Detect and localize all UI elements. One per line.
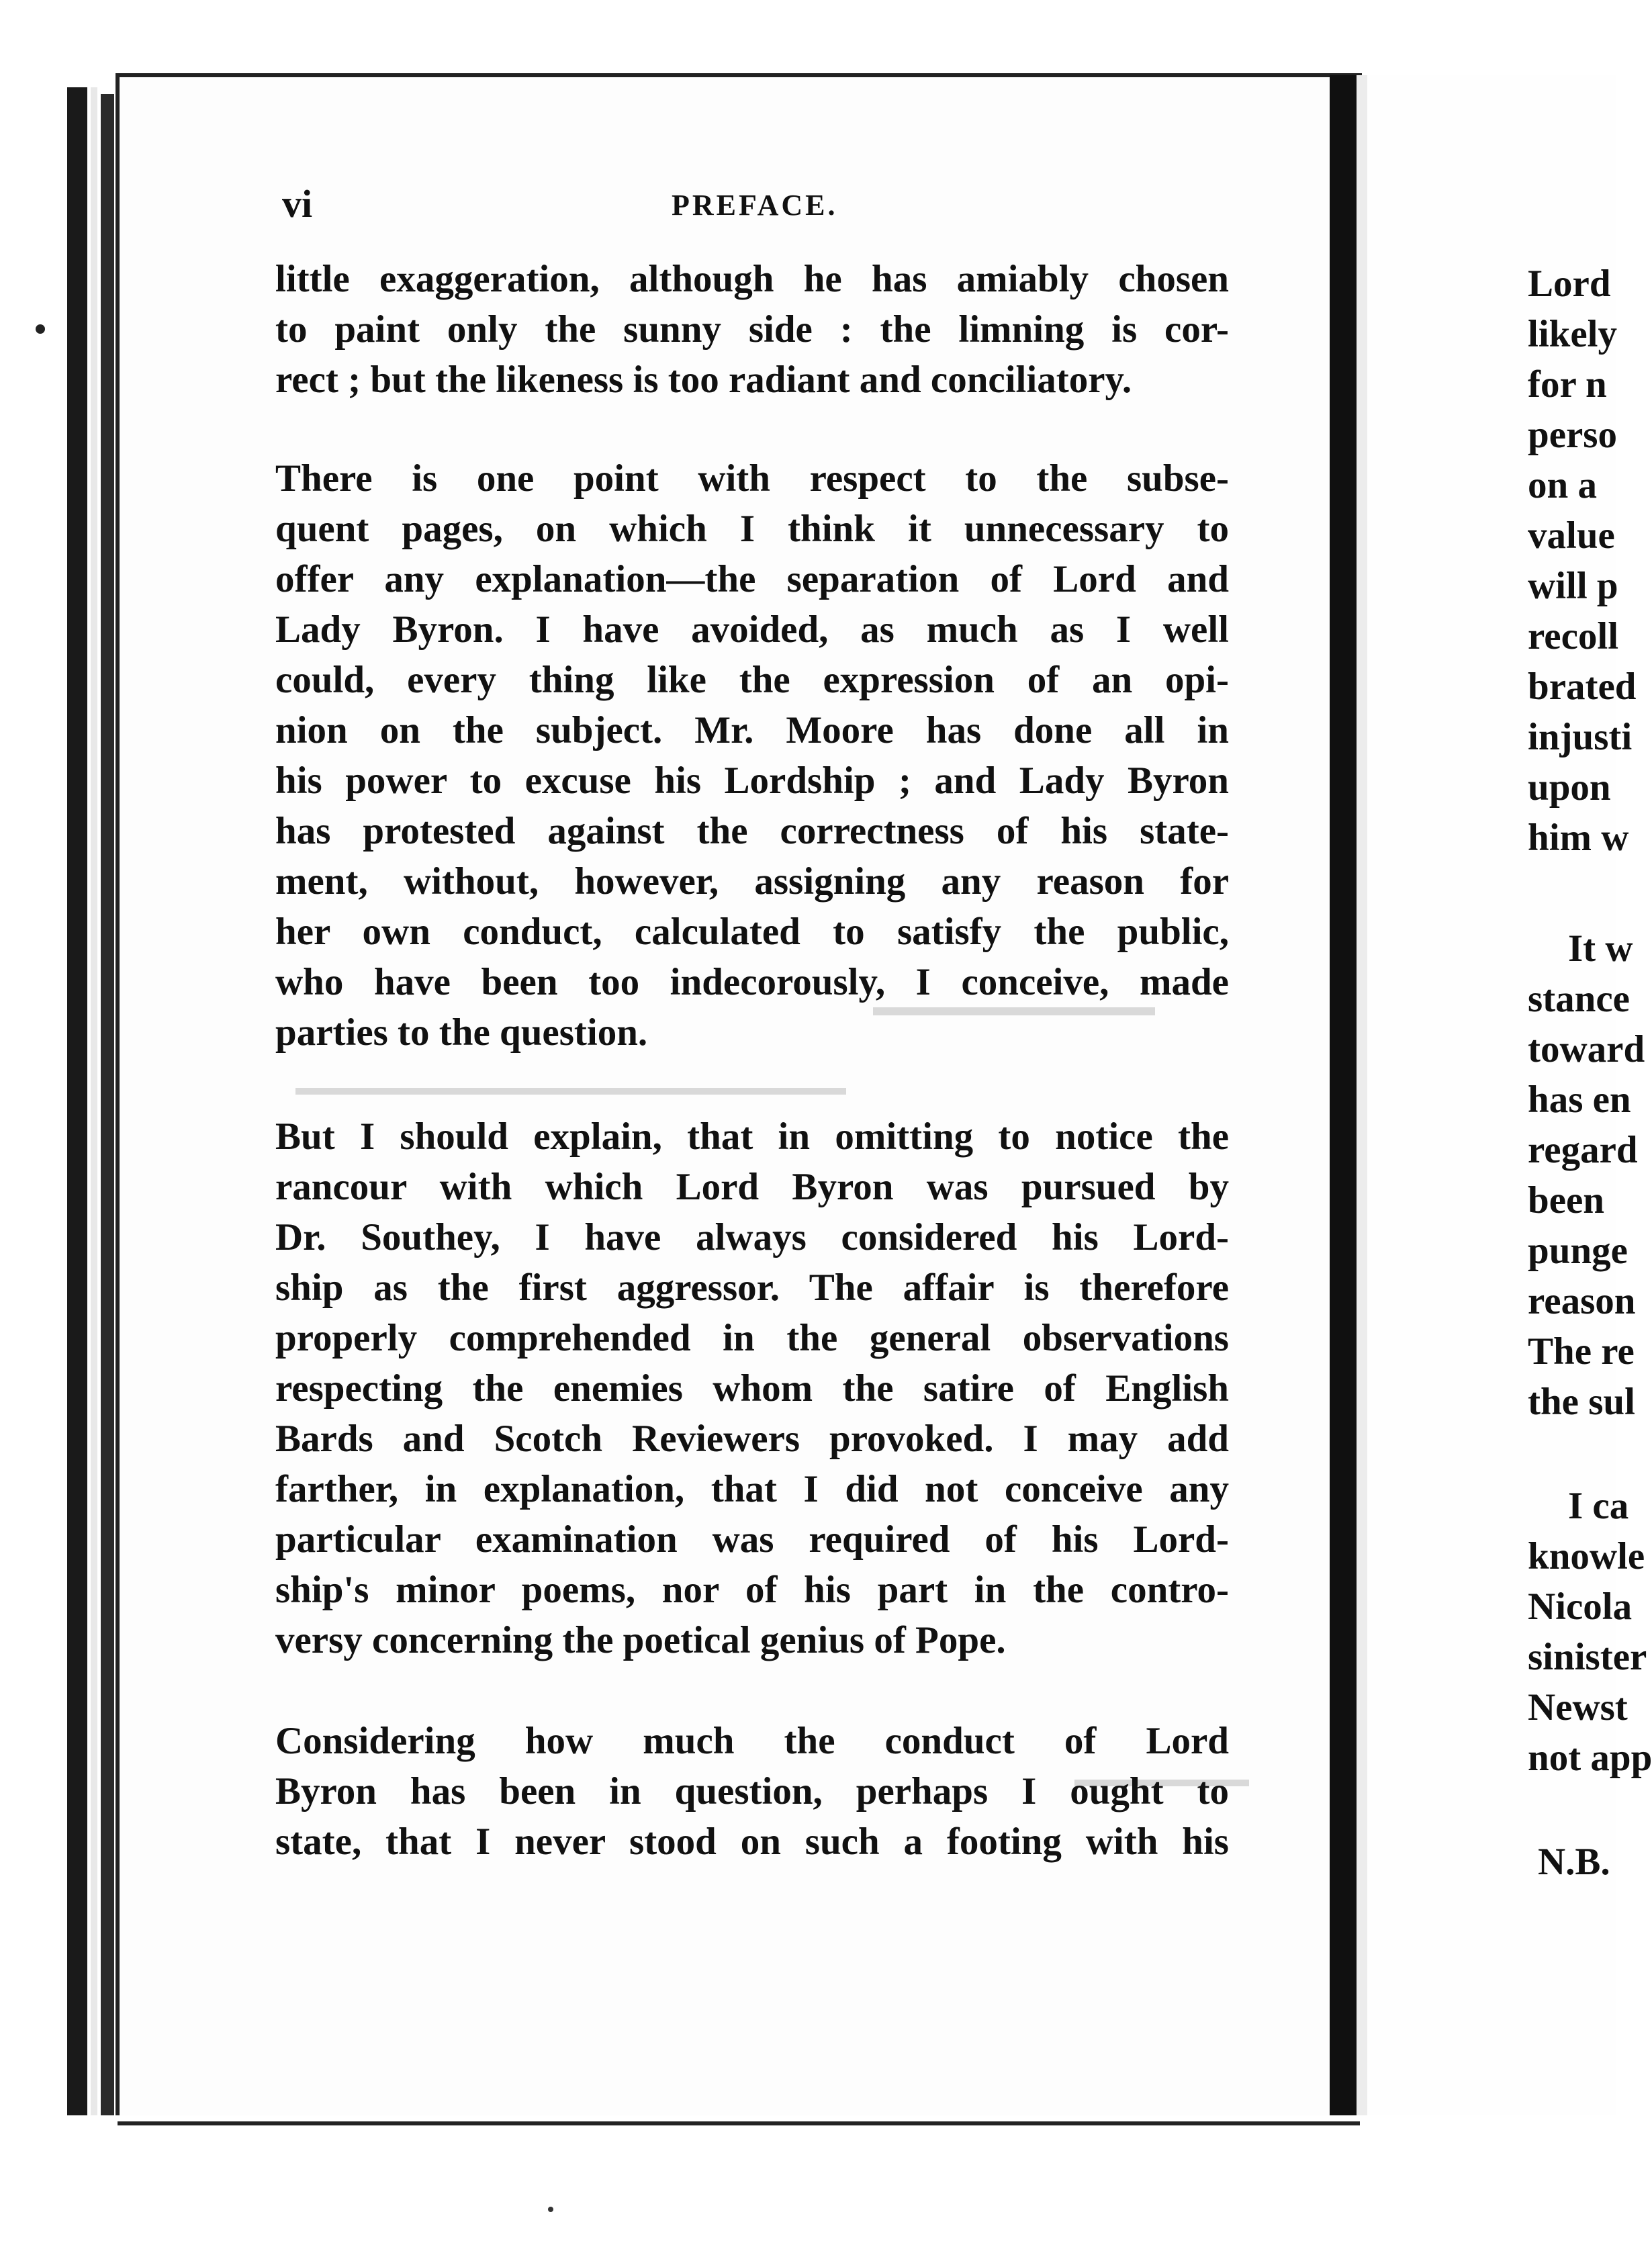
text-line: her own conduct, calculated to satisfy the public,: [275, 911, 1229, 953]
right-line-fragment: injusti: [1528, 716, 1633, 758]
right-line-fragment: stance: [1528, 978, 1630, 1020]
text-line: his power to excuse his Lordship ; and Lady Byron: [275, 760, 1229, 802]
right-line-fragment: him w: [1528, 817, 1629, 859]
right-line-fragment: will p: [1528, 565, 1618, 607]
right-line-fragment: The re: [1528, 1330, 1635, 1373]
text-line: Dr. Southey, I have always considered his Lord-: [275, 1216, 1229, 1258]
text-line: Bards and Scotch Reviewers provoked. I may add: [275, 1418, 1229, 1460]
right-line-fragment: likely: [1528, 313, 1618, 355]
right-line-fragment: the sul: [1528, 1381, 1635, 1423]
right-line-fragment: N.B.: [1538, 1841, 1610, 1883]
text-line: Lady Byron. I have avoided, as much as I well: [275, 608, 1229, 651]
right-line-fragment: brated: [1528, 665, 1637, 708]
text-line: quent pages, on which I think it unnecessary to: [275, 508, 1229, 550]
right-line-fragment: regard: [1528, 1129, 1638, 1171]
right-line-fragment: perso: [1528, 414, 1617, 456]
right-line-fragment: value: [1528, 514, 1615, 557]
text-line: little exaggeration, although he has amiably chosen: [275, 258, 1229, 300]
right-line-fragment: recoll: [1528, 615, 1619, 657]
right-line-fragment: It w: [1568, 927, 1633, 970]
paragraph-3: [275, 1111, 1229, 1665]
text-line: offer any explanation—the separation of Lord and: [275, 558, 1229, 600]
text-line: state, that I never stood on such a footing with his: [275, 1821, 1229, 1863]
right-line-fragment: been: [1528, 1179, 1604, 1222]
right-line-fragment: reason: [1528, 1280, 1636, 1322]
text-line: nion on the subject. Mr. Moore has done all in: [275, 709, 1229, 751]
paragraph-4: [275, 1716, 1229, 1867]
right-line-fragment: I ca: [1568, 1485, 1629, 1527]
right-line-fragment: for n: [1528, 363, 1607, 406]
right-line-fragment: upon: [1528, 766, 1611, 809]
right-line-fragment: sinister: [1528, 1636, 1647, 1678]
text-line: There is one point with respect to the subse-: [275, 457, 1229, 500]
text-line: to paint only the sunny side : the limning is cor-: [275, 308, 1229, 351]
paragraph-1: [275, 254, 1229, 405]
running-head: PREFACE.: [672, 189, 838, 222]
right-line-fragment: Lord: [1528, 263, 1611, 305]
text-line: who have been too indecorously, I conceive, made: [275, 961, 1229, 1003]
text-line: ship's minor poems, nor of his part in the contro-: [275, 1569, 1229, 1611]
text-line: versy concerning the poetical genius of Pope.: [275, 1619, 1006, 1661]
page-header: [282, 181, 1236, 242]
text-line: ment, without, however, assigning any reason for: [275, 860, 1229, 903]
text-line: But I should explain, that in omitting to notice the: [275, 1115, 1229, 1158]
text-line: has protested against the correctness of his state-: [275, 810, 1229, 852]
text-line: rect ; but the likeness is too radiant and conciliatory.: [275, 359, 1132, 401]
right-line-fragment: not app: [1528, 1737, 1652, 1779]
page-number: vi: [282, 182, 313, 226]
text-line: Considering how much the conduct of Lord: [275, 1720, 1229, 1762]
right-line-fragment: has en: [1528, 1078, 1631, 1121]
right-line-fragment: Newst: [1528, 1686, 1628, 1729]
text-line: farther, in explanation, that I did not conceive any: [275, 1468, 1229, 1510]
right-line-fragment: Nicola: [1528, 1586, 1633, 1628]
right-line-fragment: knowle: [1528, 1535, 1645, 1577]
text-line: particular examination was required of his Lord-: [275, 1518, 1229, 1561]
text-line: parties to the question.: [275, 1011, 648, 1054]
text-line: rancour with which Lord Byron was pursued by: [275, 1166, 1229, 1208]
right-line-fragment: punge: [1528, 1230, 1628, 1272]
paragraph-2: [275, 453, 1229, 1058]
text-line: properly comprehended in the general observations: [275, 1317, 1229, 1359]
right-line-fragment: on a: [1528, 464, 1597, 506]
text-line: ship as the first aggressor. The affair is therefore: [275, 1267, 1229, 1309]
text-line: Byron has been in question, perhaps I ought to: [275, 1770, 1229, 1812]
right-page-fragment: [1363, 0, 1652, 2251]
text-line: could, every thing like the expression of an opi-: [275, 659, 1229, 701]
text-line: respecting the enemies whom the satire of English: [275, 1367, 1229, 1410]
right-line-fragment: toward: [1528, 1028, 1645, 1070]
